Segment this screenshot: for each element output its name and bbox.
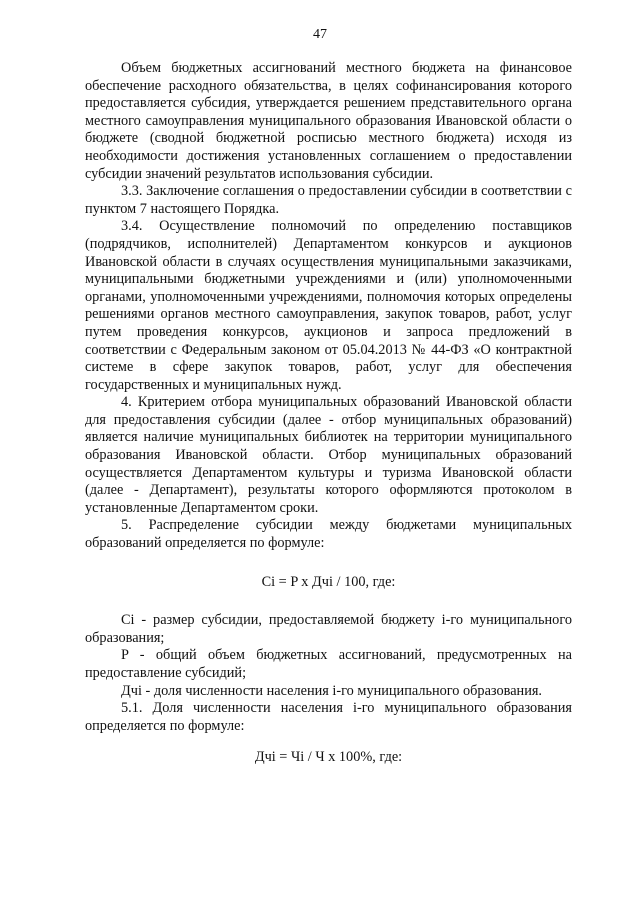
paragraph-4: 4. Критерием отбора муниципальных образований Ивановской области для предоставления субсидии (далее - отбор муниципальных образований) является наличие муниципальных библиотек на территории муниципального образования Ивановской области. Отбор муниципальных образований осуществляется Департаментом культуры и туризма Ивановской области (далее - Департамент), результаты которого оформляются протоколом в установленные Департаментом сроки. xyxy=(85,394,572,516)
definition-ci: Ci - размер субсидии, предоставляемой бюджету i-го муниципального образования; xyxy=(85,612,572,646)
definition-p: P - общий объем бюджетных ассигнований, предусмотренных на предоставление субсидий; xyxy=(85,647,572,681)
paragraph-budget-allocation: Объем бюджетных ассигнований местного бюджета на финансовое обеспечение расходного обязательства, в целях софинансирования которого предоставляется субсидия, утверждается решением представительного органа местного самоуправления муниципального образования Ивановской области о бюджете (сводной бюджетной росписью местного бюджета) исходя из необходимости достижения установленных соглашением о предоставлении субсидии значений результатов использования субсидии. xyxy=(85,60,572,182)
paragraph-3-4: 3.4. Осуществление полномочий по определению поставщиков (подрядчиков, исполнителей) Департаментом конкурсов и аукционов Ивановской области в случаях осуществления муниципальными заказчиками, муниципальными бюджетными учреждениями и (или) уполномоченными органами, уполномоченными учреждениями, полномочия которых определены решениями органов местного самоуправления, закупок товаров, работ, услуг путем проведения конкурсов, аукционов и запроса предложений в соответствии с Федеральным законом от 05.04.2013 № 44-ФЗ «О контрактной системе в сфере закупок товаров, работ, услуг для обеспечения государственных и муниципальных нужд. xyxy=(85,218,572,393)
paragraph-5-1: 5.1. Доля численности населения i-го муниципального образования определяется по формуле: xyxy=(85,700,572,734)
formula-population-share: Дчi = Чi / Ч x 100%, где: xyxy=(254,749,403,766)
formula-subsidy: Ci = P x Дчi / 100, где: xyxy=(261,573,396,590)
paragraph-3-3: 3.3. Заключение соглашения о предоставлении субсидии в соответствии с пунктом 7 настоящего Порядка. xyxy=(85,183,572,217)
document-body xyxy=(85,60,572,767)
definition-dchi: Дчi - доля численности населения i-го муниципального образования. xyxy=(121,682,542,699)
paragraph-5: 5. Распределение субсидии между бюджетами муниципальных образований определяется по формуле: xyxy=(85,517,572,552)
page-number: 47 xyxy=(313,27,327,42)
